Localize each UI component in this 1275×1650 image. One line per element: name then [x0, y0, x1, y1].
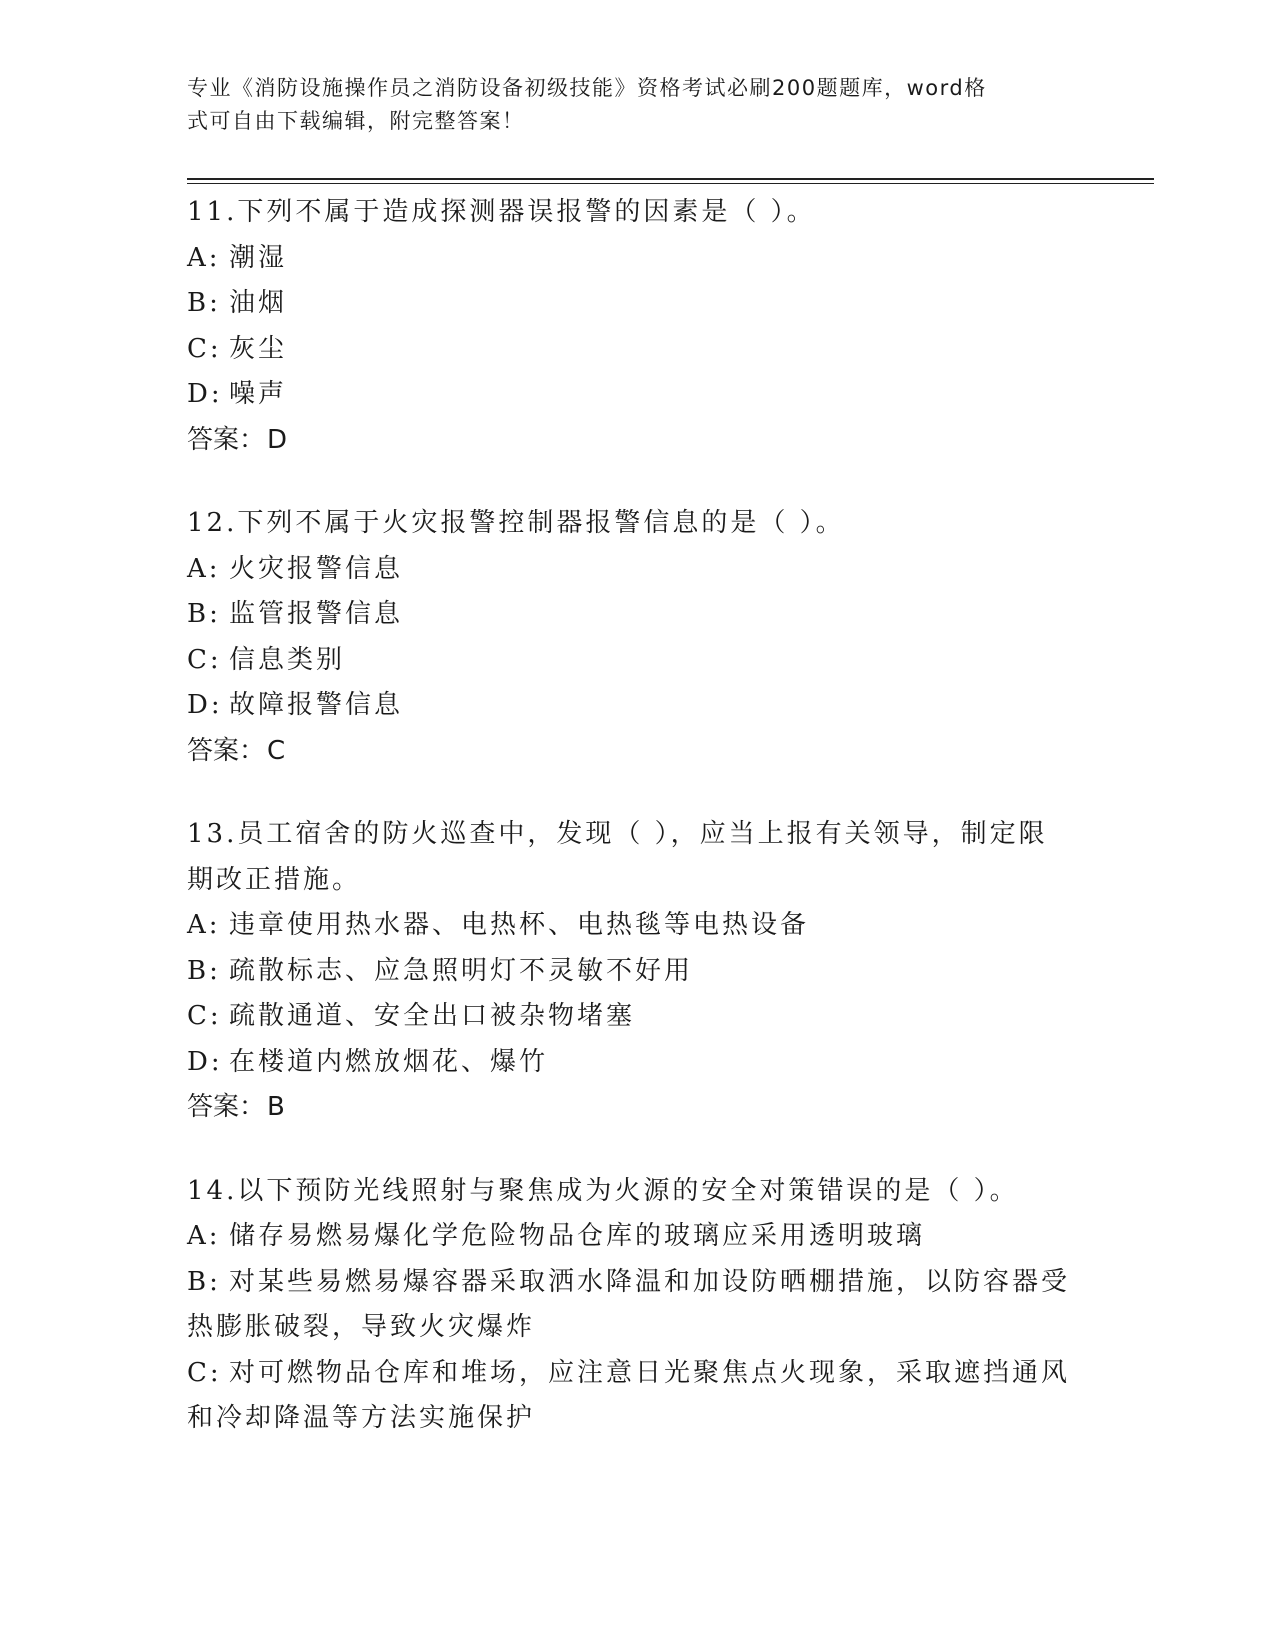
option-text: 在楼道内燃放烟花、爆竹: [229, 1046, 549, 1077]
option-text: 故障报警信息: [229, 690, 404, 720]
option-letter: A:: [187, 910, 221, 940]
header-divider-thin: [187, 183, 1154, 184]
answer-label: 答案：: [187, 1092, 266, 1122]
answer-value: C: [267, 735, 286, 766]
question-12: [187, 501, 1087, 774]
option-a: [187, 236, 1087, 282]
option-letter: A:: [187, 553, 221, 584]
answer-value: B: [267, 1092, 285, 1122]
option-letter: C:: [187, 644, 222, 675]
option-letter: A:: [187, 242, 221, 273]
option-b: [187, 592, 1087, 638]
answer-label: 答案：: [187, 424, 266, 455]
answer: [187, 418, 1087, 464]
document-header: [187, 72, 1067, 138]
option-text: 储存易燃易爆化学危险物品仓库的玻璃应采用透明玻璃: [229, 1221, 926, 1251]
option-c-continued: 和冷却降温等方法实施保护: [187, 1403, 536, 1433]
option-text: 疏散通道、安全出口被杂物堵塞: [229, 1001, 636, 1031]
option-c: [187, 1351, 1087, 1397]
option-b: [187, 1260, 1087, 1306]
option-text: 疏散标志、应急照明灯不灵敏不好用: [229, 955, 694, 986]
answer: [187, 729, 1087, 775]
option-b-continued: 热膨胀破裂，导致火灾爆炸: [187, 1312, 536, 1342]
option-c: [187, 327, 1087, 373]
header-line-2: 式可自由下载编辑，附完整答案！: [187, 109, 525, 133]
option-letter: B:: [187, 599, 221, 629]
answer: [187, 1085, 1087, 1131]
question-13: [187, 812, 1087, 1131]
header-divider-thick: [187, 178, 1154, 180]
option-d: [187, 1040, 1087, 1086]
option-a: [187, 1214, 1087, 1260]
option-b: [187, 949, 1087, 995]
option-text: 油烟: [229, 288, 288, 318]
option-d: [187, 683, 1087, 729]
option-letter: D:: [187, 379, 223, 409]
option-letter: B:: [187, 288, 221, 318]
answer-label: 答案：: [187, 735, 266, 766]
header-line-1: 专业《消防设施操作员之消防设备初级技能》资格考试必刷200题题库，word格: [187, 76, 987, 100]
option-b: [187, 281, 1087, 327]
question-14: [187, 1169, 1087, 1442]
option-letter: B:: [187, 1266, 221, 1297]
option-text: 灰尘: [229, 333, 288, 364]
option-text: 违章使用热水器、电热杯、电热毯等电热设备: [229, 910, 810, 940]
question-stem-line-2: 期改正措施。: [187, 864, 362, 895]
option-c: [187, 638, 1087, 684]
answer-value: D: [267, 424, 288, 455]
option-a: [187, 903, 1087, 949]
option-text: 噪声: [229, 379, 288, 409]
option-text: 监管报警信息: [229, 599, 404, 629]
option-letter: B:: [187, 955, 221, 986]
question-stem: 11.下列不属于造成探测器误报警的因素是（ ）。: [187, 197, 816, 227]
option-letter: C:: [187, 1357, 222, 1388]
question-list: [187, 190, 1087, 1480]
question-stem-line-1: 13.员工宿舍的防火巡查中，发现（ ），应当上报有关领导，制定限: [187, 819, 1048, 849]
option-text-line-1: 对某些易燃易爆容器采取洒水降温和加设防晒棚措施，以防容器受: [229, 1266, 1071, 1297]
option-letter: D:: [187, 690, 223, 720]
option-text: 潮湿: [229, 242, 288, 273]
option-text: 火灾报警信息: [229, 553, 404, 584]
option-text-line-1: 对可燃物品仓库和堆场，应注意日光聚焦点火现象，采取遮挡通风: [229, 1357, 1071, 1388]
question-11: [187, 190, 1087, 463]
question-stem: 12.下列不属于火灾报警控制器报警信息的是（ ）。: [187, 508, 845, 538]
option-text: 信息类别: [229, 644, 346, 675]
option-letter: A:: [187, 1221, 221, 1251]
option-c: [187, 994, 1087, 1040]
option-letter: C:: [187, 1001, 222, 1031]
option-letter: D:: [187, 1046, 223, 1077]
option-a: [187, 547, 1087, 593]
option-d: [187, 372, 1087, 418]
option-letter: C:: [187, 333, 222, 364]
question-stem: 14.以下预防光线照射与聚焦成为火源的安全对策错误的是（ ）。: [187, 1175, 1019, 1206]
